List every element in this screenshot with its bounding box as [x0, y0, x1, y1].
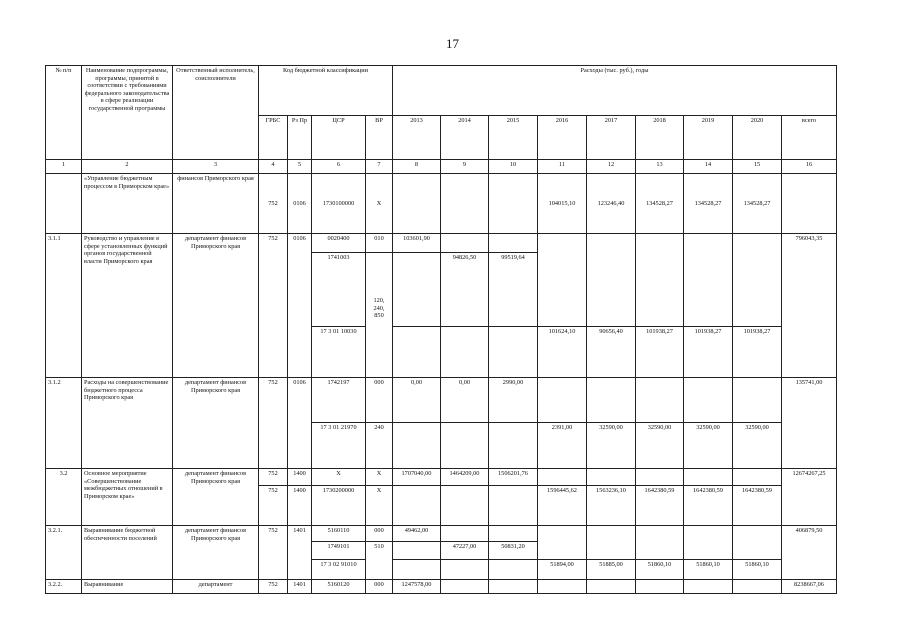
col-number: 8 [393, 160, 441, 174]
cell-2018: 134528,27 [636, 174, 684, 234]
row-number: 3.1.1 [46, 234, 82, 378]
header-2013: 2013 [393, 116, 441, 160]
budget-table [45, 65, 837, 594]
cell-2016: 2391,00 [538, 423, 587, 469]
cell-grbs: 752 [259, 378, 288, 469]
row-number: 3.2 [46, 469, 82, 526]
header-no: № п/п [46, 66, 82, 160]
cell-vr: 000 [366, 580, 393, 594]
table-row [46, 469, 837, 486]
cell-total: 406879,50 [782, 526, 837, 580]
cell-2020: 134528,27 [733, 174, 782, 234]
header-grbs: ГРБС [259, 116, 288, 160]
cell-2019: 51860,10 [684, 560, 733, 580]
cell-vr: 000 [366, 378, 393, 423]
row-number: 3.2.1. [46, 526, 82, 580]
header-executor: Ответственный исполнитель, соисполнители [173, 66, 259, 160]
cell-vr: X [366, 469, 393, 486]
col-number: 11 [538, 160, 587, 174]
cell-2018: 51860,10 [636, 560, 684, 580]
cell-2013: 0,00 [393, 378, 441, 423]
cell-csr: 17 3 01 10030 [312, 327, 366, 378]
row-executor: департамент [173, 580, 259, 594]
cell-2017: 51885,00 [587, 560, 636, 580]
row-executor: департамент финансов Приморского края [173, 234, 259, 378]
table-row [46, 378, 837, 423]
cell-2015: 99519,64 [489, 253, 538, 327]
cell-2015: 2990,00 [489, 378, 538, 423]
cell-2013: 1247578,00 [393, 580, 441, 594]
col-number: 5 [288, 160, 312, 174]
cell-2020: 1642380,59 [733, 486, 782, 526]
cell-vr: 010 [366, 234, 393, 253]
col-number: 10 [489, 160, 538, 174]
header-total: всего [782, 116, 837, 160]
cell-2016: 101624,10 [538, 327, 587, 378]
cell-2016: 1596445,62 [538, 486, 587, 526]
row-executor: финансов Приморского края [173, 174, 259, 234]
cell-2018: 32590,00 [636, 423, 684, 469]
cell-total: 796043,35 [782, 234, 837, 378]
header-name: Наименование подпрограммы, программы, принятой в соответствии с требованиями федерального законодательства в сфере реализации государственной программы [82, 66, 173, 160]
col-number: 12 [587, 160, 636, 174]
cell-2017: 1563236,10 [587, 486, 636, 526]
row-number: 3.2.2. [46, 580, 82, 594]
cell-grbs: 752 [259, 486, 288, 526]
cell-rzpr: 0106 [288, 234, 312, 378]
header-csr: ЦСР [312, 116, 366, 160]
row-executor: департамент финансов Приморского края [173, 469, 259, 526]
cell-csr: 1742197 [312, 378, 366, 423]
cell-2017: 90656,40 [587, 327, 636, 378]
row-name: Основное мероприятие «Совершенствование межбюджетных отношений в Приморском крае» [82, 469, 173, 526]
cell-csr: 17 3 02 91010 [312, 560, 366, 580]
cell-2013: 1707040,00 [393, 469, 441, 486]
row-number: 3.1.2 [46, 378, 82, 469]
cell-2014: 0,00 [441, 378, 489, 423]
cell-2015: 1506201,76 [489, 469, 538, 486]
cell-rzpr: 1400 [288, 469, 312, 486]
cell-2014: 94826,50 [441, 253, 489, 327]
cell-total: 8238667,06 [782, 580, 837, 594]
col-number: 1 [46, 160, 82, 174]
col-number: 4 [259, 160, 288, 174]
col-number: 13 [636, 160, 684, 174]
header-budget-code: Код бюджетной классификации [259, 66, 393, 116]
cell-csr: 0020400 [312, 234, 366, 253]
cell-2017: 32590,00 [587, 423, 636, 469]
col-number: 16 [782, 160, 837, 174]
col-number: 6 [312, 160, 366, 174]
cell-grbs: 752 [259, 469, 288, 486]
cell-grbs: 752 [259, 526, 288, 580]
cell-csr: 17 3 01 21970 [312, 423, 366, 469]
header-2016: 2016 [538, 116, 587, 160]
row-name: Расходы на совершенствование бюджетного процесса Приморского края [82, 378, 173, 469]
cell-2020: 101938,27 [733, 327, 782, 378]
cell-2019: 1642380,59 [684, 486, 733, 526]
col-number: 2 [82, 160, 173, 174]
cell-2016: 104015,10 [538, 174, 587, 234]
cell-vr: 120, 240, 850 [366, 253, 393, 378]
row-executor: департамент финансов Приморского края [173, 526, 259, 580]
cell-csr: 1730100000 [312, 174, 366, 234]
cell-rzpr: 0106 [288, 378, 312, 469]
cell-vr: 240 [366, 423, 393, 469]
cell-2017: 123246,40 [587, 174, 636, 234]
header-expenses: Расходы (тыс. руб.), годы [393, 66, 837, 116]
header-2018: 2018 [636, 116, 684, 160]
table-row [46, 234, 837, 253]
header-2014: 2014 [441, 116, 489, 160]
cell-2013: 49462,00 [393, 526, 441, 542]
cell-grbs: 752 [259, 580, 288, 594]
table-row [46, 526, 837, 542]
row-name: Выравнивание [82, 580, 173, 594]
row-name: Руководство и управление в сфере установленных функций органов государственной власти Приморского края [82, 234, 173, 378]
cell-rzpr: 0106 [288, 174, 312, 234]
col-number: 7 [366, 160, 393, 174]
header-rzpr: Рз Пр [288, 116, 312, 160]
col-number: 15 [733, 160, 782, 174]
cell-vr: X [366, 486, 393, 526]
cell-csr: 1749101 [312, 542, 366, 560]
cell-rzpr: 1401 [288, 580, 312, 594]
cell-2019: 134528,27 [684, 174, 733, 234]
header-2017: 2017 [587, 116, 636, 160]
header-2015: 2015 [489, 116, 538, 160]
cell-2015: 50831,20 [489, 542, 538, 560]
cell-csr: X [312, 469, 366, 486]
cell-rzpr: 1400 [288, 486, 312, 526]
cell-2019: 101938,27 [684, 327, 733, 378]
cell-2018: 101938,27 [636, 327, 684, 378]
row-executor: департамент финансов Приморского края [173, 378, 259, 469]
table-row [46, 580, 837, 594]
col-number: 3 [173, 160, 259, 174]
col-number: 14 [684, 160, 733, 174]
cell-total: 135741,00 [782, 378, 837, 469]
row-name: «Управление бюджетным процессом в Приморском крае» [82, 174, 173, 234]
cell-2014: 1464209,00 [441, 469, 489, 486]
cell-2014: 47227,00 [441, 542, 489, 560]
cell-csr: 5160110 [312, 526, 366, 542]
cell-vr: 510 [366, 542, 393, 580]
row-name: Выравнивание бюджетной обеспеченности поселений [82, 526, 173, 580]
cell-vr: 000 [366, 526, 393, 542]
cell-2019: 32590,00 [684, 423, 733, 469]
cell-grbs: 752 [259, 234, 288, 378]
cell-csr: 5160120 [312, 580, 366, 594]
col-number: 9 [441, 160, 489, 174]
cell-2020: 32590,00 [733, 423, 782, 469]
page-number: 17 [446, 36, 459, 51]
header-2020: 2020 [733, 116, 782, 160]
cell-total: 12674267,25 [782, 469, 837, 526]
cell-csr: 1730200000 [312, 486, 366, 526]
cell-2016: 51894,00 [538, 560, 587, 580]
header-2019: 2019 [684, 116, 733, 160]
cell-rzpr: 1401 [288, 526, 312, 580]
cell-vr: X [366, 174, 393, 234]
header-vr: ВР [366, 116, 393, 160]
cell-2020: 51860,10 [733, 560, 782, 580]
cell-2018: 1642380,59 [636, 486, 684, 526]
cell-2013: 103601,90 [393, 234, 441, 253]
cell-grbs: 752 [259, 174, 288, 234]
cell-csr: 1741003 [312, 253, 366, 327]
table-row [46, 174, 837, 234]
